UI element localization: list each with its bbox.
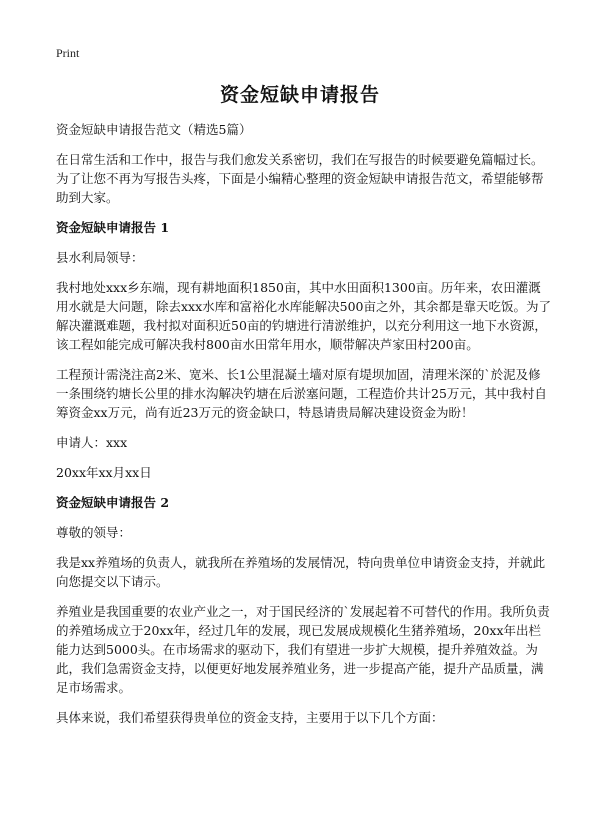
print-link[interactable]: Print bbox=[56, 46, 80, 60]
report-1-date: 20xx年xx月xx日 bbox=[56, 465, 152, 480]
report-1-paragraph-1: 我村地处xxx乡东端，现有耕地面积1850亩，其中水田面积1300亩。历年来，农田灌溉用水就是大问题，除去xxx水库和富裕化水库能解决500亩之外，其余都是靠天吃饭。为了解决灌溉难题，我村拟对面积近50亩的钓塘进行清淤维护，以充分利用这一地下水资源，该工程如能完成可解决我村800亩水田常年用水，顺带解决芦家田村200亩。 bbox=[56, 280, 552, 352]
report-2-salutation: 尊敬的领导： bbox=[56, 525, 132, 540]
intro-paragraph: 在日常生活和工作中，报告与我们愈发关系密切，我们在写报告的时候要避免篇幅过长。为了让您不再为写报告头疼，下面是小编精心整理的资金短缺申请报告范文，希望能够帮助到大家。 bbox=[56, 152, 544, 205]
report-2-paragraph-2: 养殖业是我国重要的农业产业之一，对于国民经济的`发展起着不可替代的作用。我所负责的养殖场成立于20xx年，经过几年的发展，现已发展成规模化生猪养殖场，20xx年出栏能力达到5000头。在市场需求的驱动下，我们有望进一步扩大规模，提升养殖效益。为此，我们急需资金支持，以便更好地发展养殖业务，进一步提高产能，提升产品质量，满足市场需求。 bbox=[56, 604, 550, 695]
report-1-salutation: 县水利局领导： bbox=[56, 250, 144, 265]
report-2-paragraph-1: 我是xx养殖场的负责人，就我所在养殖场的发展情况，特向贵单位申请资金支持，并就此向您提交以下请示。 bbox=[56, 555, 546, 589]
document-subtitle: 资金短缺申请报告范文（精选5篇） bbox=[56, 122, 252, 137]
report-1-applicant: 申请人：xxx bbox=[56, 435, 128, 450]
report-1-paragraph-2: 工程预计需浇注高2米、宽米、长1公里混凝土墙对原有堤坝加固，清理米深的`於泥及修一条围绕钓塘长公里的排水沟解决钓塘在后淤塞问题，工程造价共计25万元，其中我村自筹资金xx万元，尚有近23万元的资金缺口，特恳请贵局解决建设资金为盼！ bbox=[56, 367, 547, 420]
report-2-paragraph-3: 具体来说，我们希望获得贵单位的资金支持，主要用于以下几个方面： bbox=[56, 710, 444, 725]
report-2-heading: 资金短缺申请报告 2 bbox=[56, 495, 170, 510]
document-body bbox=[56, 120, 552, 738]
page-title: 资金短缺申请报告 bbox=[219, 84, 380, 106]
report-1-heading: 资金短缺申请报告 1 bbox=[56, 220, 170, 235]
